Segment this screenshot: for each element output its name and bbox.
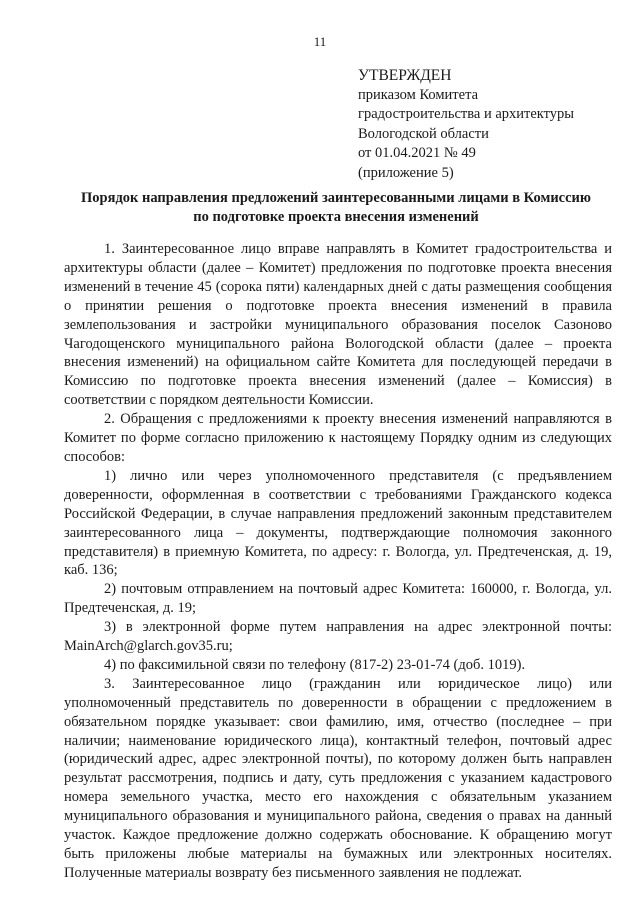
approval-block [358,66,628,183]
approval-heading: УТВЕРЖДЕН [358,67,452,84]
paragraph-2-item-2: 2) почтовым отправлением на почтовый адрес Комитета: 160000, г. Вологда, ул. Предтеченская, д. 19; [64,581,612,617]
paragraph-2-item-1: 1) лично или через уполномоченного представителя (с предъявлением доверенности, оформленная в соответствии с требованиями Гражданского кодекса Российской Федерации, в случае направления предложений законным представителем заинтересованного лица – документы, подтверждающие полномочия законного представителя) в приемную Комитета, по адресу: г. Вологда, ул. Предтеченская, д. 19, каб. 136; [64,467,612,579]
document-title-line-2: по подготовке проекта внесения изменений [193,209,479,225]
document-title-line-1: Порядок направления предложений заинтересованными лицами в Комиссию [81,190,591,206]
paragraph-2: 2. Обращения с предложениями к проекту внесения изменений направляются в Комитет по форме согласно приложению к настоящему Порядку одним из следующих способов: [64,411,612,465]
paragraph-1: 1. Заинтересованное лицо вправе направлять в Комитет градостроительства и архитектуры области (далее – Комитет) предложения по подготовке проекта внесения изменений в течение 45 (сорока пяти) календарных дней с даты размещения сообщения о принятии решения о подготовке проекта внесения изменений в правила землепользования и застройки муниципального образования поселок Сазоново Чагодощенского муниципального района Вологодской области (далее – проекта внесения изменений) на официальном сайте Комитета для последующей передачи в Комиссию по подготовке проекта внесения изменений (далее – Комиссия) в соответствии с порядком деятельности Комиссии. [64,241,612,409]
page-number: 11 [313,34,327,49]
approval-line-region: Вологодской области [358,125,489,142]
paragraph-3: 3. Заинтересованное лицо (гражданин или юридическое лицо) или уполномоченный представитель по доверенности в обращении с предложением в обязательном порядке указывает: свои фамилию, имя, отчество (последнее – при наличии; наименование юридического лица), контактный телефон, почтовый адрес (юридический адрес, адрес электронной почты), по которому должен быть направлен результат рассмотрения, подпись и дату, суть предложения с указанием кадастрового номера земельного участка, место его нахождения с обязательным указанием муниципального образования и муниципального района, сведения о правах на данный участок. Каждое предложение должно содержать обоснование. К обращению могут быть приложены любые материалы на бумажных или электронных носителях. Полученные материалы возврату без письменного заявления не подлежат. [64,675,612,881]
approval-line-date: от 01.04.2021 № 49 [358,145,476,161]
document-body [64,240,612,883]
paragraph-2-item-3: 3) в электронной форме путем направления на адрес электронной почты: MainArch@glarch.gov35.ru; [64,619,612,655]
approval-line-appendix: (приложение 5) [358,164,454,181]
approval-line-order: приказом Комитета [358,86,479,103]
document-title [60,189,612,227]
approval-line-committee: градостроительства и архитектуры [358,106,575,122]
paragraph-2-item-4: 4) по факсимильной связи по телефону (817-2) 23-01-74 (доб. 1019). [104,656,526,673]
